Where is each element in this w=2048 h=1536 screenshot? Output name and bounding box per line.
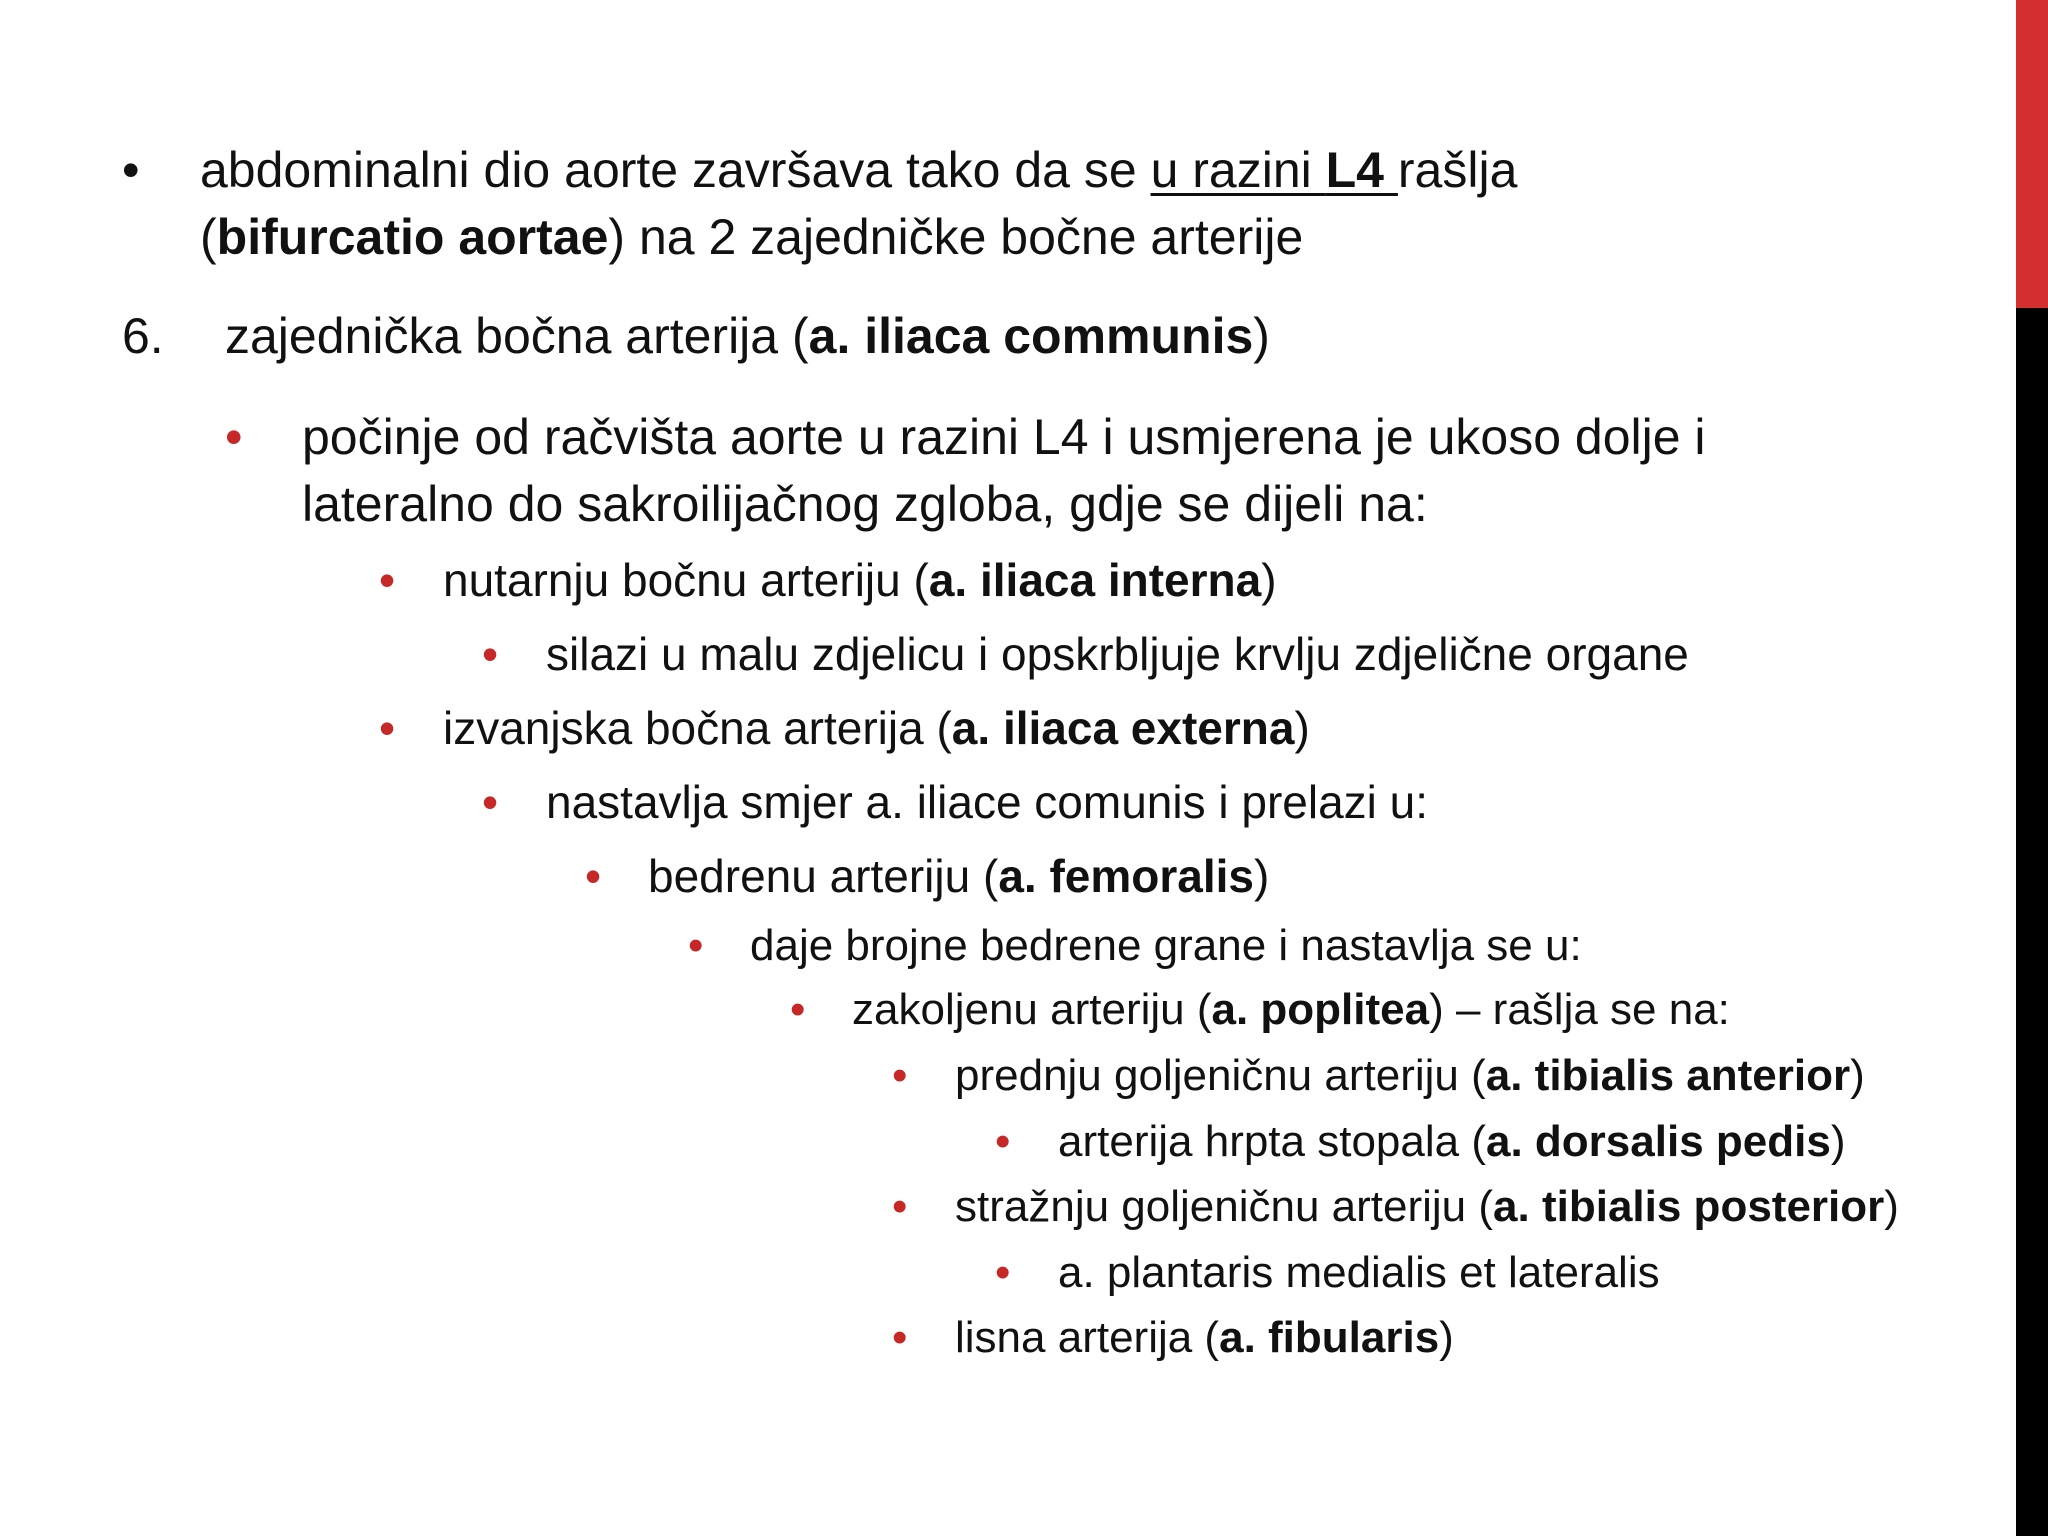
item-text: lisna arterija ( (955, 1313, 1220, 1362)
list-item-continues: nastavlja smjer a. iliace comunis i prelazi u: (546, 776, 1429, 828)
item-text: ) (1261, 554, 1277, 606)
item-text: ( (200, 209, 217, 265)
bullet-marker: • (892, 1051, 908, 1100)
list-item-aorta-bifurcation-cont (200, 208, 1303, 266)
item-text: zajednička bočna arterija ( (225, 308, 809, 364)
item-text: stražnju goljeničnu arteriju ( (955, 1182, 1494, 1231)
item-text: ) (1253, 308, 1270, 364)
item-term: a. femoralis (998, 850, 1254, 902)
list-item-poplitea (852, 985, 1730, 1035)
item-term: a. poplitea (1211, 985, 1430, 1034)
item-text: ) (1830, 1117, 1846, 1166)
item-text: bedrenu arteriju ( (648, 850, 999, 902)
underlined-bold-text: L4 (1325, 142, 1398, 198)
item-text: izvanjska bočna arterija ( (443, 702, 952, 754)
item-text: ) (1884, 1182, 1899, 1231)
item-text: ) (1294, 702, 1310, 754)
list-item-femoralis (648, 849, 1269, 903)
list-item-origin-cont: lateralno do sakroilijačnog zgloba, gdje se dijeli na: (302, 476, 1428, 532)
bullet-marker: • (892, 1313, 908, 1362)
item-term: a. tibialis posterior (1493, 1182, 1885, 1231)
list-item-origin: počinje od račvišta aorte u razini L4 i usmjerena je ukoso dolje i (302, 409, 1706, 465)
list-item-aorta-bifurcation (200, 141, 1517, 199)
item-term: bifurcatio aortae (216, 209, 609, 265)
list-item-femoral-branches: daje brojne bedrene grane i nastavlja se u: (750, 921, 1582, 970)
item-text: ) – rašlja se na: (1429, 985, 1730, 1034)
list-item-dorsalis-pedis (1058, 1117, 1845, 1167)
item-text: rašlja (1397, 142, 1518, 198)
item-text: ) (1439, 1313, 1454, 1362)
item-term: a. dorsalis pedis (1486, 1117, 1831, 1166)
item-text: ) (1850, 1051, 1865, 1100)
item-text: ) na 2 zajedničke bočne arterije (608, 209, 1304, 265)
bullet-marker: • (688, 921, 704, 970)
number-marker: 6. (122, 308, 164, 364)
bullet-marker: • (379, 554, 396, 606)
bullet-marker: • (585, 850, 602, 902)
accent-bar-black (2016, 308, 2048, 1536)
bullet-marker: • (122, 142, 140, 198)
accent-bar-red (2016, 0, 2048, 308)
list-item-iliaca-communis (225, 307, 1270, 365)
list-item-iliaca-externa (443, 701, 1310, 755)
item-text: nutarnju bočnu arteriju ( (443, 554, 929, 606)
list-item-iliaca-interna (443, 553, 1277, 607)
list-item-plantaris: a. plantaris medialis et lateralis (1058, 1248, 1660, 1297)
list-item-tibialis-posterior (955, 1182, 1899, 1232)
underlined-text: u razini (1150, 142, 1326, 198)
bullet-marker: • (482, 628, 499, 680)
item-text-underlined (1151, 142, 1398, 198)
bullet-marker: • (379, 702, 396, 754)
list-item-pelvis: silazi u malu zdjelicu i opskrbljuje krvlju zdjelične organe (546, 628, 1689, 680)
item-text: prednju goljeničnu arteriju ( (955, 1051, 1486, 1100)
bullet-marker: • (790, 985, 806, 1034)
bullet-marker: • (482, 776, 499, 828)
item-term: a. iliaca interna (928, 554, 1262, 606)
bullet-marker: • (995, 1248, 1011, 1297)
item-term: a. fibularis (1219, 1313, 1440, 1362)
item-text: abdominalni dio aorte završava tako da se (200, 142, 1151, 198)
list-item-tibialis-anterior (955, 1051, 1865, 1101)
item-text: ) (1254, 850, 1270, 902)
item-term: a. iliaca externa (951, 702, 1295, 754)
bullet-marker: • (892, 1182, 908, 1231)
bullet-marker: • (225, 409, 243, 465)
bullet-marker: • (995, 1117, 1011, 1166)
item-term: a. tibialis anterior (1485, 1051, 1851, 1100)
item-text: zakoljenu arteriju ( (852, 985, 1212, 1034)
item-text: arterija hrpta stopala ( (1058, 1117, 1486, 1166)
item-term: a. iliaca communis (808, 308, 1254, 364)
list-item-fibularis (955, 1313, 1454, 1363)
